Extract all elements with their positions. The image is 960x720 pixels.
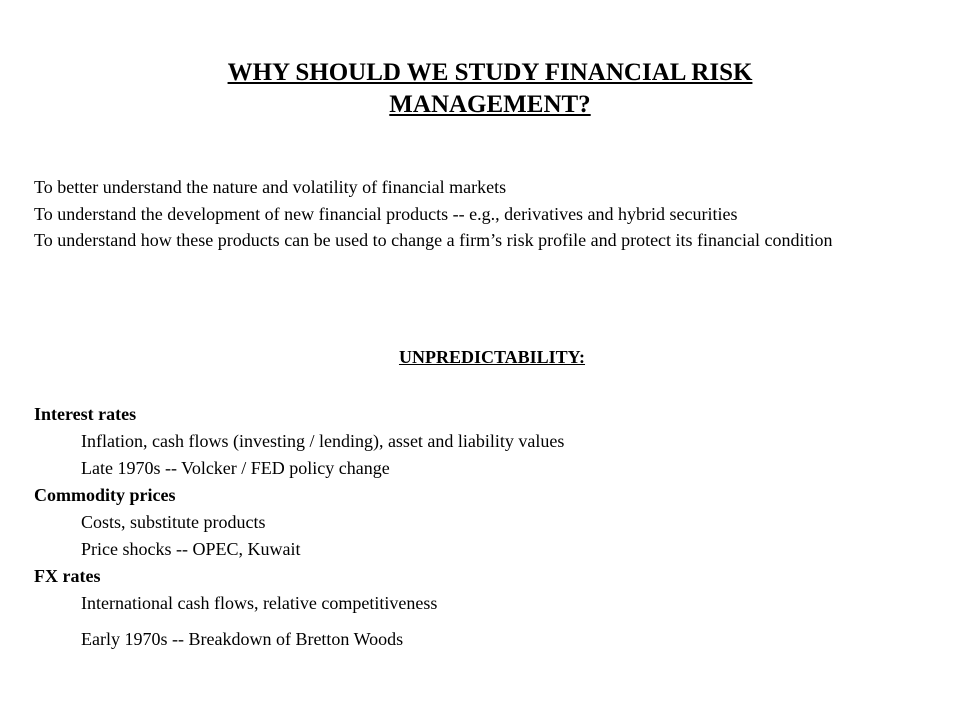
- intro-item: To understand the development of new financial products -- e.g., derivatives and hybrid securities: [34, 203, 738, 224]
- intro-list: [34, 174, 934, 254]
- slide-title-line-1: WHY SHOULD WE STUDY FINANCIAL RISK: [227, 59, 753, 86]
- factor-detail: International cash flows, relative competitiveness: [81, 593, 438, 613]
- slide-title: [90, 57, 890, 121]
- section-heading: UNPREDICTABILITY:: [398, 347, 586, 367]
- factor-detail: Inflation, cash flows (investing / lending), asset and liability values: [81, 431, 565, 451]
- factor-list: [34, 401, 934, 653]
- slide-title-line-2: MANAGEMENT?: [389, 91, 591, 118]
- factor-detail: Price shocks -- OPEC, Kuwait: [81, 539, 301, 559]
- intro-item: To better understand the nature and volatility of financial markets: [34, 177, 507, 197]
- factor-detail: Costs, substitute products: [81, 512, 266, 532]
- intro-item: To understand how these products can be used to change a firm’s risk profile and protect its financial condition: [34, 230, 833, 250]
- factor-detail: Late 1970s -- Volcker / FED policy change: [81, 458, 390, 478]
- factor-heading-fx-rates: FX rates: [34, 566, 101, 586]
- factor-heading-commodity-prices: Commodity prices: [34, 485, 176, 505]
- factor-heading-interest-rates: Interest rates: [34, 404, 137, 424]
- factor-detail: Early 1970s -- Breakdown of Bretton Woods: [81, 629, 404, 649]
